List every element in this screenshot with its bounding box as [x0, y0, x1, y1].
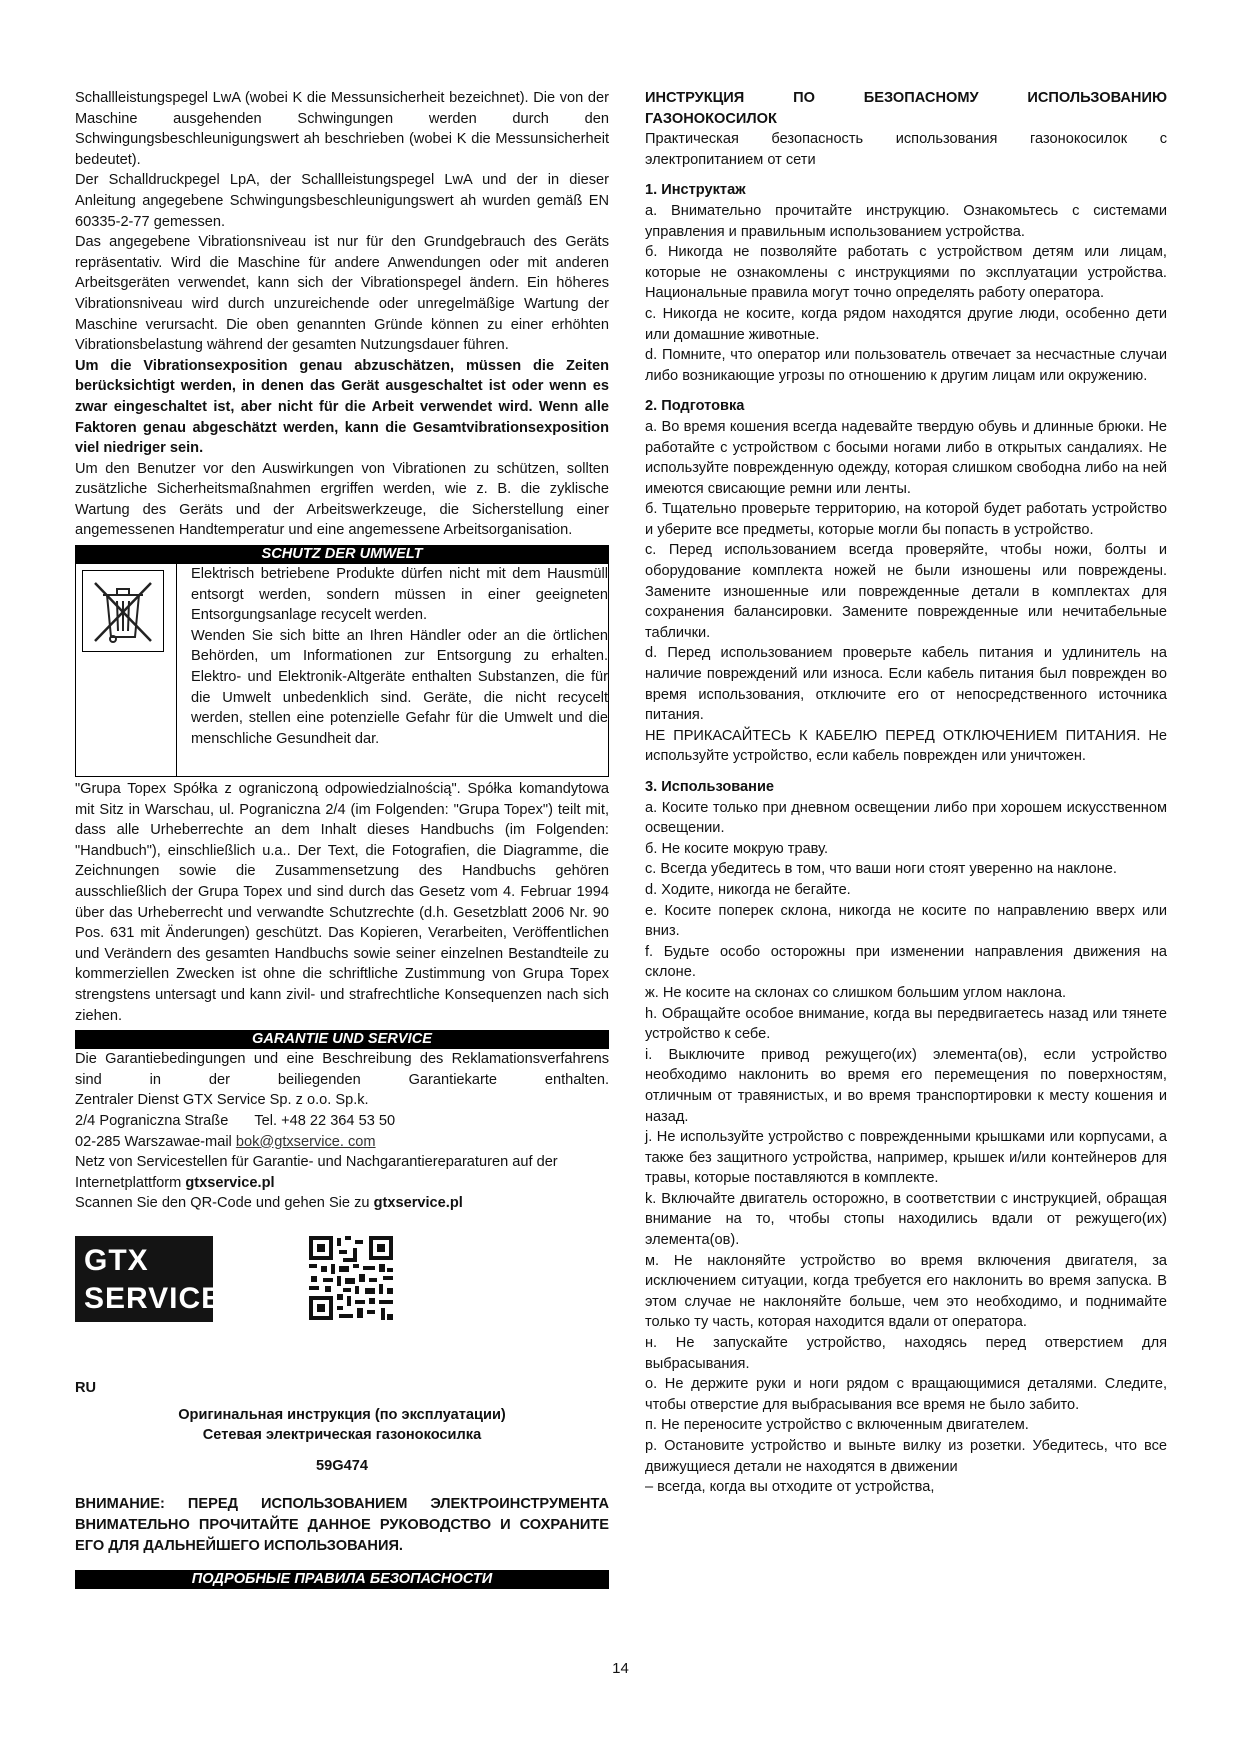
item-3e: e. Косите поперек склона, никогда не косите по направлению вверх или вниз. — [645, 902, 1167, 940]
environment-box — [75, 564, 609, 777]
safety-intro: Практическая безопасность использования газонокосилок с электропитанием от сети — [645, 131, 1167, 168]
page-number: 14 — [612, 1660, 629, 1677]
item-2b: б. Тщательно проверьте территорию, на которой будет работать устройство и уберите все предметы, которые могли бы попасть в устройство. — [645, 501, 1167, 538]
section-bar-environment: SCHUTZ DER UMWELT — [75, 545, 609, 564]
right-column — [645, 88, 1167, 1498]
service-phone: Tel. +48 22 364 53 50 — [254, 1112, 396, 1129]
environment-text — [177, 564, 608, 776]
section-2-heading: 2. Подготовка — [645, 398, 745, 415]
service-address — [75, 1111, 609, 1132]
warning-read-manual: ВНИМАНИЕ: ПЕРЕД ИСПОЛЬЗОВАНИЕМ ЭЛЕКТРОИНСТРУМЕНТА ВНИМАТЕЛЬНО ПРОЧИТАЙТЕ ДАННОЕ РУКОВОДСТВО И СОХРАНИТЕ ЕГО ДЛЯ ДАЛЬНЕЙШЕГО ИСПОЛЬЗОВАНИЯ. — [75, 1496, 609, 1554]
item-1b: б. Никогда не позволяйте работать с устройством детям или лицам, которые не ознакомлены с инструкциями по эксплуатации устройства. Национальные правила могут точно определять работу оператора. — [645, 244, 1167, 302]
item-1d: d. Помните, что оператор или пользователь отвечает за несчастные случаи либо возникающие угрозы по отношению к другим лицам или окружению. — [645, 347, 1167, 384]
service-network — [75, 1152, 609, 1193]
item-3o: о. Не держите руки и ноги рядом с вращающимися деталями. Следите, чтобы отверстие для выбрасывания все время не было забито. — [645, 1376, 1167, 1413]
item-2d: d. Перед использованием проверьте кабель питания и удлинитель на наличие повреждений или износа. Если кабель питания был поврежден во время использования, отключите его от непосредственного источника питания. — [645, 645, 1167, 724]
service-email-link[interactable]: bok@gtxservice. com — [235, 1133, 376, 1150]
service-city-email — [75, 1132, 609, 1153]
paragraph-protection: Um den Benutzer vor den Auswirkungen von Vibrationen zu schützen, sollten zusätzliche Sicherheitsmaßnahmen ergriffen werden, wie z. B. die zyklische Wartung des Geräts und der Arbeitswerkzeuge, die Sicherstellung einer angemessenen Handtemperatur und eine angemessene Arbeitsorganisation. — [75, 460, 609, 539]
item-3a: а. Косите только при дневном освещении либо при хорошем искусственном освещении. — [645, 799, 1167, 837]
item-3r-1: – всегда, когда вы отходите от устройства, — [645, 1479, 935, 1496]
paragraph-vibration-exposure: Um die Vibrationsexposition genau abzuschätzen, müssen die Zeiten berücksichtigt werden, in denen das Gerät ausgeschaltet ist oder wenn es zwar eingeschaltet ist, aber nicht für die Arbeit verwendet wird. Wenn alle Faktoren genau abgeschätzt werden, kann die Gesamtvibrationsexposition viel niedriger sein. — [75, 357, 609, 457]
item-2e: НЕ ПРИКАСАЙТЕСЬ К КАБЕЛЮ ПЕРЕД ОТКЛЮЧЕНИЕМ ПИТАНИЯ. Не используйте устройство, если кабель поврежден или уничтожен. — [645, 727, 1167, 765]
section-bar-safety: ПОДРОБНЫЕ ПРАВИЛА БЕЗОПАСНОСТИ — [75, 1570, 609, 1589]
logo-row — [75, 1228, 609, 1348]
environment-text-1: Elektrisch betriebene Produkte dürfen nicht mit dem Hausmüll entsorgt werden, sondern müssen in einer geeigneten Entsorgungsanlage recycelt werden. — [191, 566, 608, 624]
item-3c: c. Всегда убедитесь в том, что ваши ноги стоят уверенно на наклоне. — [645, 861, 1117, 878]
item-3r: р. Остановите устройство и выньте вилку из розетки. Убедитесь, что все движущиеся детали не находятся в движении — [645, 1438, 1167, 1475]
service-company: Zentraler Dienst GTX Service Sp. z o.o. Sp.k. — [75, 1092, 369, 1109]
item-3n: н. Не запускайте устройство, находясь перед отверстием для выбрасывания. — [645, 1335, 1167, 1372]
item-3d: d. Ходите, никогда не бегайте. — [645, 881, 851, 898]
item-3m: м. Не наклоняйте устройство во время включения двигателя, за исключением ситуации, когда требуется его наклонить во время запуска. В этом случае не наклоняйте больше, чем это необходимо, и поднимайте только ту часть, которая находится вдали от оператора. — [645, 1252, 1167, 1331]
model-number: 59G474 — [316, 1457, 368, 1474]
warranty-text: Die Garantiebedingungen und eine Beschreibung des Reklamationsverfahrens sind in der beiliegenden Garantiekarte enthalten. — [75, 1051, 609, 1088]
copyright-notice: "Grupa Topex Spółka z ograniczoną odpowiedzialnością". Spółka komandytowa mit Sitz in Warschau, ul. Pograniczna 2/4 (im Folgenden: "Grupa Topex") teilt mit, dass alle Urheberrechte an dem Inhalt dieses Handbuchs (im Folgenden: "Handbuch"), einschließlich u.a.. Der Text, die Fotografien, die Diagramme, die Zeichnungen sowie die Zusammensetzung des Handbuchs gehören ausschließlich der Grupa Topex und sind durch das Gesetz vom 4. Februar 1994 über das Urheberrecht und verwandte Schutzrechte (d.h. Gesetzblatt 2006 Nr. 90 Pos. 631 mit Änderungen) geschützt. Das Kopieren, Verarbeiten, Veröffentlichen und Verändern des gesamten Handbuchs sowie seiner einzelnen Bestandteile zu kommerziellen Zwecken ist ohne die schriftliche Zustimmung von Grupa Topex strengstens untersagt und kann zivil- und strafrechtliche Konsequenzen nach sich ziehen. — [75, 781, 609, 1024]
paragraph-noise: Schallleistungspegel LwA (wobei K die Messunsicherheit bezeichnet). Die von der Maschine ausgehenden Schwingungen werden durch den Schwingungsbeschleunigungswert ah beschrieben (wobei K die Messunsicherheit bedeutet). — [75, 90, 609, 168]
product-name: Сетевая электрическая газонокосилка — [202, 1427, 482, 1444]
safety-instructions-title: ИНСТРУКЦИЯ ПО БЕЗОПАСНОМУ ИСПОЛЬЗОВАНИЮ ГАЗОНОКОСИЛОК — [645, 90, 1167, 127]
original-instruction-title: Оригинальная инструкция (по эксплуатации) — [178, 1406, 506, 1423]
paragraph-vibration-level: Das angegebene Vibrationsniveau ist nur für den Grundgebrauch des Geräts repräsentativ. Wird die Maschine für andere Anwendungen oder mit anderen Arbeitsgeräten verwendet, kann sich der Vibrationspegel ändern. Ein höheres Vibrationsniveau wird durch unzureichende oder unregelmäßige Wartung der Maschine verursacht. Die oben genannten Gründe können zu einer erhöhten Vibrationsbelastung während der gesamten Nutzungsdauer führen. — [75, 234, 609, 354]
section-3-heading: 3. Использование — [645, 779, 775, 795]
item-3b: б. Не косите мокрую траву. — [645, 840, 829, 857]
logo-line-1: GTX — [84, 1243, 149, 1277]
qr-instruction-text: Scannen Sie den QR-Code und gehen Sie zu — [75, 1195, 374, 1212]
item-3j: j. Не используйте устройство с поврежденными крышками или корпусами, а также без защитного устройства, например, крышек и/или контейнеров для травы, которые поставляются в комплекте. — [645, 1129, 1167, 1187]
item-3g: ж. Не косите на склонах со слишком большим углом наклона. — [645, 984, 1066, 1001]
paragraph-measurement: Der Schalldruckpegel LpA, der Schallleistungspegel LwA und der in dieser Anleitung angegebene Schwingungsbeschleunigungswert ah wurden gemäß EN 60335-2-77 gemessen. — [75, 172, 609, 230]
language-code: RU — [75, 1379, 97, 1396]
section-bar-warranty: GARANTIE UND SERVICE — [75, 1030, 609, 1049]
item-2a: а. Во время кошения всегда надевайте твердую обувь и длинные брюки. Не работайте с устройством с босыми ногами либо в открытых сандалиях. Не используйте поврежденную одежду, которая слишком свободна либо на ней имеются свисающие ремни или ленты. — [645, 418, 1167, 497]
gtx-service-logo — [75, 1236, 223, 1322]
section-1-heading: 1. Инструктаж — [645, 182, 746, 199]
service-city: 02-285 Warszawae-mail — [75, 1133, 236, 1150]
service-street: 2/4 Pograniczna Straße — [75, 1112, 229, 1129]
item-3f: f. Будьте особо осторожны при изменении направления движения на склоне. — [645, 943, 1167, 981]
item-1c: c. Никогда не косите, когда рядом находятся другие люди, особенно дети или домашние животные. — [645, 305, 1167, 343]
item-1a: а. Внимательно прочитайте инструкцию. Ознакомьтесь с системами управления и правильным использованием устройства. — [645, 202, 1167, 240]
item-2c: c. Перед использованием всегда проверяйте, чтобы ножи, болты и оборудование комплекта ножей не были изношены или повреждены. Замените изношенные или поврежденные детали в комплектах для сохранения балансировки. Замените поврежденные или нечитабельные таблички. — [645, 542, 1167, 641]
service-qr-instruction — [75, 1193, 609, 1214]
crossed-bin-icon — [82, 570, 164, 652]
left-column — [75, 88, 609, 1589]
item-3p: п. Не переносите устройство с включенным двигателем. — [645, 1417, 1029, 1434]
weee-icon-cell — [76, 564, 177, 776]
qr-instruction-link[interactable]: gtxservice.pl — [373, 1195, 463, 1212]
qr-code-icon[interactable] — [307, 1234, 395, 1322]
item-3k: k. Включайте двигатель осторожно, в соответствии с инструкцией, обращая внимание на то, чтобы стопы находились вдали от режущего(их) элемента(ов). — [645, 1190, 1167, 1249]
item-3i: i. Выключите привод режущего(их) элемента(ов), если устройство необходимо наклонить во время его перемещения по поверхностям, отличным от травянистых, и во время транспортировки к месту кошения и назад. — [645, 1046, 1167, 1125]
item-3h: h. Обращайте особое внимание, когда вы передвигаетесь назад или тянете устройство к себе. — [645, 1005, 1167, 1043]
service-network-link[interactable]: gtxservice.pl — [185, 1174, 275, 1191]
service-network-text: Netz von Servicestellen für Garantie- und Nachgarantiereparaturen auf der Internetplattform — [75, 1154, 558, 1191]
environment-text-2: Wenden Sie sich bitte an Ihren Händler oder an die örtlichen Behörden, um Informationen zur Entsorgung zu erhalten. Elektro- und Elektronik-Altgeräte enthalten Substanzen, die für die Umwelt unbedenklich sind. Geräte, die nicht recycelt werden, stellen eine potenzielle Gefahr für die Umwelt und die menschliche Gesundheit dar. — [191, 627, 608, 747]
logo-line-2: SERVICE — [84, 1281, 223, 1315]
